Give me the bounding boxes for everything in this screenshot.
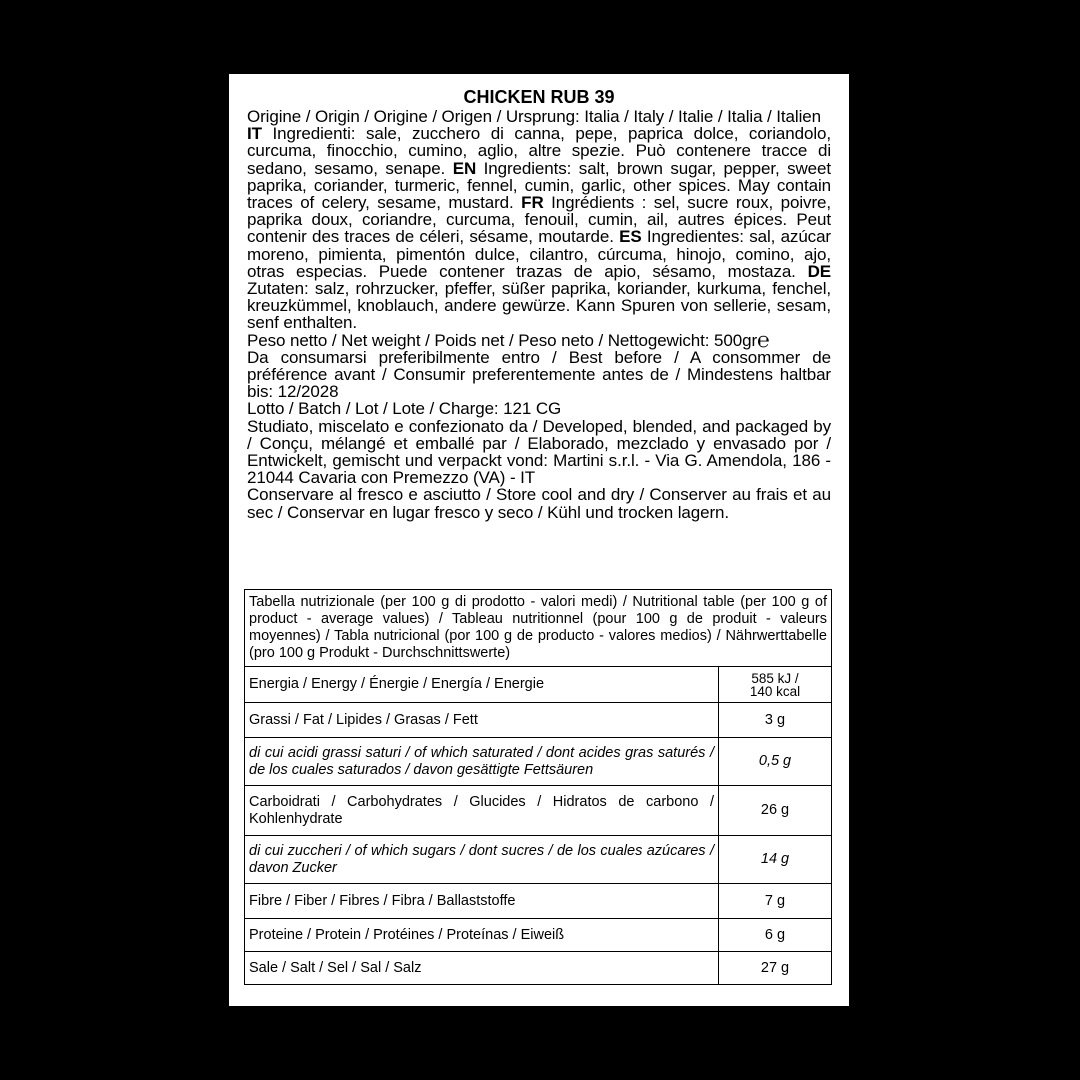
net-weight-text: Peso netto / Net weight / Poids net / Peso neto / Nettogewicht: 500gr xyxy=(247,330,758,350)
nutrient-value: 6 g xyxy=(719,919,832,952)
table-row xyxy=(245,703,832,738)
ingredients-en: Ingredients: salt, brown sugar, pepper, sweet paprika, coriander, turmeric, fennel, cumin, garlic, other spices. May contain traces of celery, sesame, mustard. xyxy=(247,158,831,213)
energy-kcal: 140 kcal xyxy=(749,683,801,699)
lang-code-es: ES xyxy=(619,227,642,247)
origin-text: Origine / Origin / Origine / Origen / Ursprung: Italia / Italy / Italie / Italia / Italien xyxy=(247,107,821,126)
table-row xyxy=(245,786,832,836)
nutrient-name: Proteine / Protein / Protéines / Proteínas / Eiweiß xyxy=(245,919,719,952)
table-row xyxy=(245,836,832,884)
nutrition-header-row xyxy=(245,590,832,667)
estimated-sign-icon: ℮ xyxy=(757,329,770,353)
table-row xyxy=(245,884,832,919)
ingredients-it: Ingredienti: sale, zucchero di canna, pepe, paprica dolce, coriandolo, curcuma, finocchio, cumino, aglio, altre spezie. Può contenere tracce di sedano, sesamo, senape. xyxy=(247,124,831,178)
nutrient-name: Grassi / Fat / Lipides / Grasas / Fett xyxy=(245,703,719,738)
nutrient-value: 0,5 g xyxy=(719,738,832,786)
energy-kj: 585 kJ / xyxy=(751,670,799,686)
lang-code-de: DE xyxy=(807,261,831,281)
table-row xyxy=(245,738,832,786)
ingredients-de: Zutaten: salz, rohrzucker, pfeffer, süßer paprika, koriander, kurkuma, fenchel, kreuzkümmel, knoblauch, andere gewürze. Kann Spuren von sellerie, sesam, senf enthalten. xyxy=(247,279,831,333)
ingredients-es: Ingredientes: sal, azúcar moreno, pimienta, pimentón dulce, cilantro, cúrcuma, hinojo, comino, ajo, otras especias. Puede contener trazas de apio, sésamo, mostaza. xyxy=(247,227,831,281)
product-label xyxy=(229,74,849,1006)
nutrition-table xyxy=(244,589,832,985)
table-row xyxy=(245,667,832,703)
table-row xyxy=(245,952,832,985)
product-title: CHICKEN RUB 39 xyxy=(463,87,615,107)
lang-code-fr: FR xyxy=(521,193,544,213)
nutrient-value: 27 g xyxy=(719,952,832,985)
lang-code-it: IT xyxy=(247,124,262,144)
nutrient-value: 14 g xyxy=(719,836,832,884)
storage-text: Conservare al fresco e asciutto / Store cool and dry / Conserver au frais et au sec / Conservar en lugar fresco y seco / Kühl und trocken lagern. xyxy=(247,485,831,522)
nutrient-name: Sale / Salt / Sel / Sal / Salz xyxy=(245,952,719,985)
ingredients-text xyxy=(247,125,831,331)
batch-text: Lotto / Batch / Lot / Lote / Charge: 121 CG xyxy=(247,399,562,419)
nutrition-header: Tabella nutrizionale (per 100 g di prodotto - valori medi) / Nutritional table (per 100 g of product - average values) / Tableau nutritionnel (pour 100 g de produit - valeurs moyennes) / Tabla nutricional (por 100 g de producto - valores medios) / Nährwerttabelle (pro 100 g Produkt - Durchschnittswerte) xyxy=(245,590,832,667)
nutrient-value: 26 g xyxy=(719,786,832,836)
producer-text: Studiato, miscelato e confezionato da / Developed, blended, and packaged by / Conçu, mélangé et emballé par / Elaborado, mezclado y envasado por / Entwickelt, gemischt und verpackt vond: Martini s.r.l. - Via G. Amendola, 186 - 21044 Cavaria con Premezzo (VA) - IT xyxy=(247,416,831,488)
net-weight-line xyxy=(247,329,831,353)
nutrient-value: 3 g xyxy=(719,703,832,738)
ingredients-fr: Ingrédients : sel, sucre roux, poivre, paprika doux, coriandre, curcuma, fenouil, cumin, ail, autres épices. Peut contenir des traces de céleri, sésame, moutarde. xyxy=(247,193,831,247)
table-row xyxy=(245,919,832,952)
nutrient-name: Fibre / Fiber / Fibres / Fibra / Ballaststoffe xyxy=(245,884,719,919)
lang-code-en: EN xyxy=(452,158,477,178)
nutrient-name: Carboidrati / Carbohydrates / Glucides / Hidratos de carbono / Kohlenhydrate xyxy=(245,786,719,836)
nutrient-name: di cui acidi grassi saturi / of which saturated / dont acides gras saturés / de los cuales saturados / davon gesättigte Fettsäuren xyxy=(245,738,719,786)
nutrient-name: Energia / Energy / Énergie / Energía / Energie xyxy=(245,667,719,703)
nutrient-value: 7 g xyxy=(719,884,832,919)
nutrient-value xyxy=(719,667,832,703)
best-before-text: Da consumarsi preferibilmente entro / Best before / A consommer de préférence avant / Consumir preferentemente antes de / Mindestens haltbar bis: 12/2028 xyxy=(247,347,831,402)
nutrient-name: di cui zuccheri / of which sugars / dont sucres / de los cuales azúcares / davon Zucker xyxy=(245,836,719,884)
